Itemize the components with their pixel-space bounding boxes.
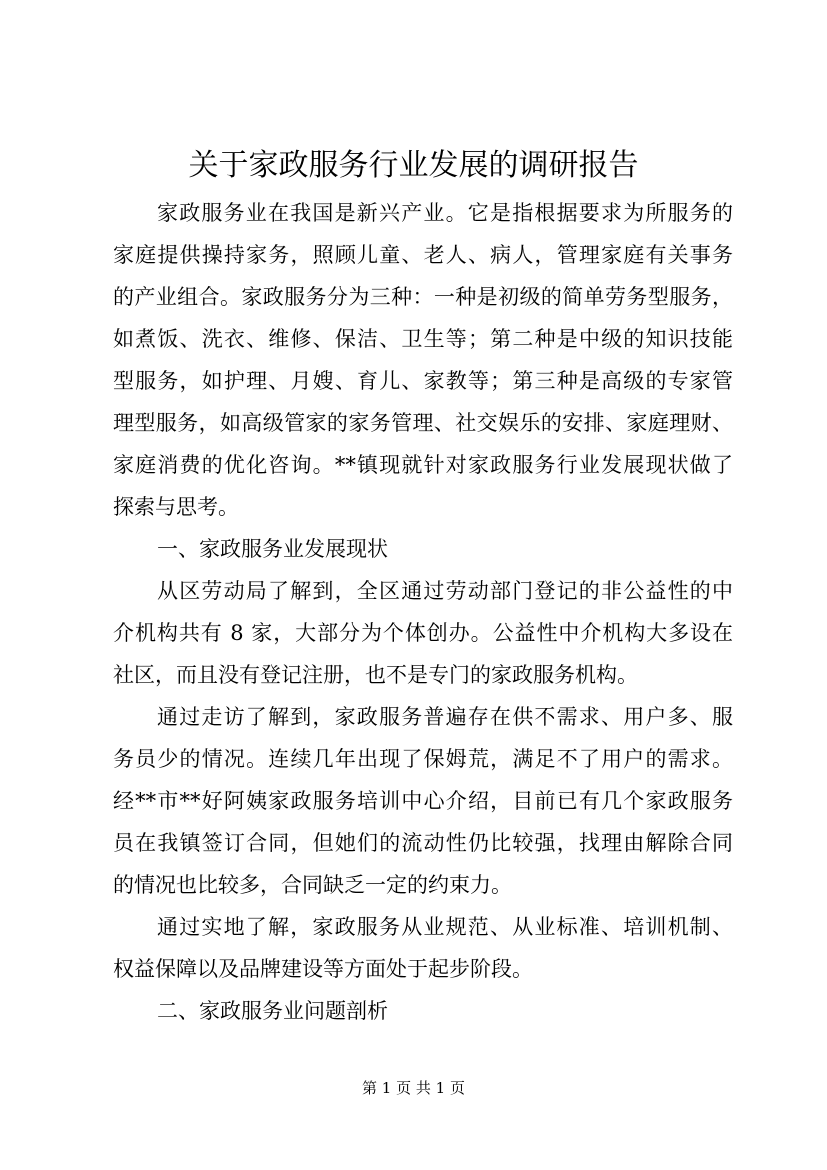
text-line: 如煮饭、洗衣、维修、保洁、卫生等；第二种是中级的知识技能	[113, 327, 733, 351]
text-line: 员在我镇签订合同，但她们的流动性仍比较强，找理由解除合同	[113, 831, 733, 855]
section-heading: 二、家政服务业问题剖析	[157, 999, 388, 1023]
text-line: 从区劳动局了解到，全区通过劳动部门登记的非公益性的中	[157, 579, 733, 603]
section-heading: 一、家政服务业发展现状	[157, 537, 388, 561]
page-footer: 第 1 页 共 1 页	[362, 1079, 465, 1097]
text-line: 社区，而且没有登记注册，也不是专门的家政服务机构。	[113, 663, 638, 687]
text-line: 型服务，如护理、月嫂、育儿、家教等；第三种是高级的专家管	[113, 369, 733, 393]
text-line: 通过走访了解到，家政服务普遍存在供不需求、用户多、服	[157, 705, 733, 729]
text-line: 的产业组合。家政服务分为三种：一种是初级的简单劳务型服务，	[113, 285, 733, 309]
text-line: 务员少的情况。连续几年出现了保姆荒，满足不了用户的需求。	[113, 747, 733, 771]
text-line: 家庭消费的优化咨询。**镇现就针对家政服务行业发展现状做了	[113, 453, 733, 477]
text-line: 家政服务业在我国是新兴产业。它是指根据要求为所服务的	[157, 201, 733, 225]
text-line: 理型服务，如高级管家的家务管理、社交娱乐的安排、家庭理财、	[113, 411, 733, 435]
text-line: 通过实地了解，家政服务从业规范、从业标准、培训机制、	[157, 915, 733, 939]
text-line: 权益保障以及品牌建设等方面处于起步阶段。	[113, 957, 533, 981]
text-line: 探索与思考。	[113, 495, 239, 519]
document-title: 关于家政服务行业发展的调研报告	[188, 148, 639, 183]
text-line: 的情况也比较多，合同缺乏一定的约束力。	[113, 873, 512, 897]
text-line: 家庭提供操持家务，照顾儿童、老人、病人，管理家庭有关事务	[113, 243, 733, 267]
text-line: 经**市**好阿姨家政服务培训中心介绍，目前已有几个家政服务	[113, 789, 733, 813]
text-line: 介机构共有 8 家，大部分为个体创办。公益性中介机构大多设在	[113, 621, 733, 645]
